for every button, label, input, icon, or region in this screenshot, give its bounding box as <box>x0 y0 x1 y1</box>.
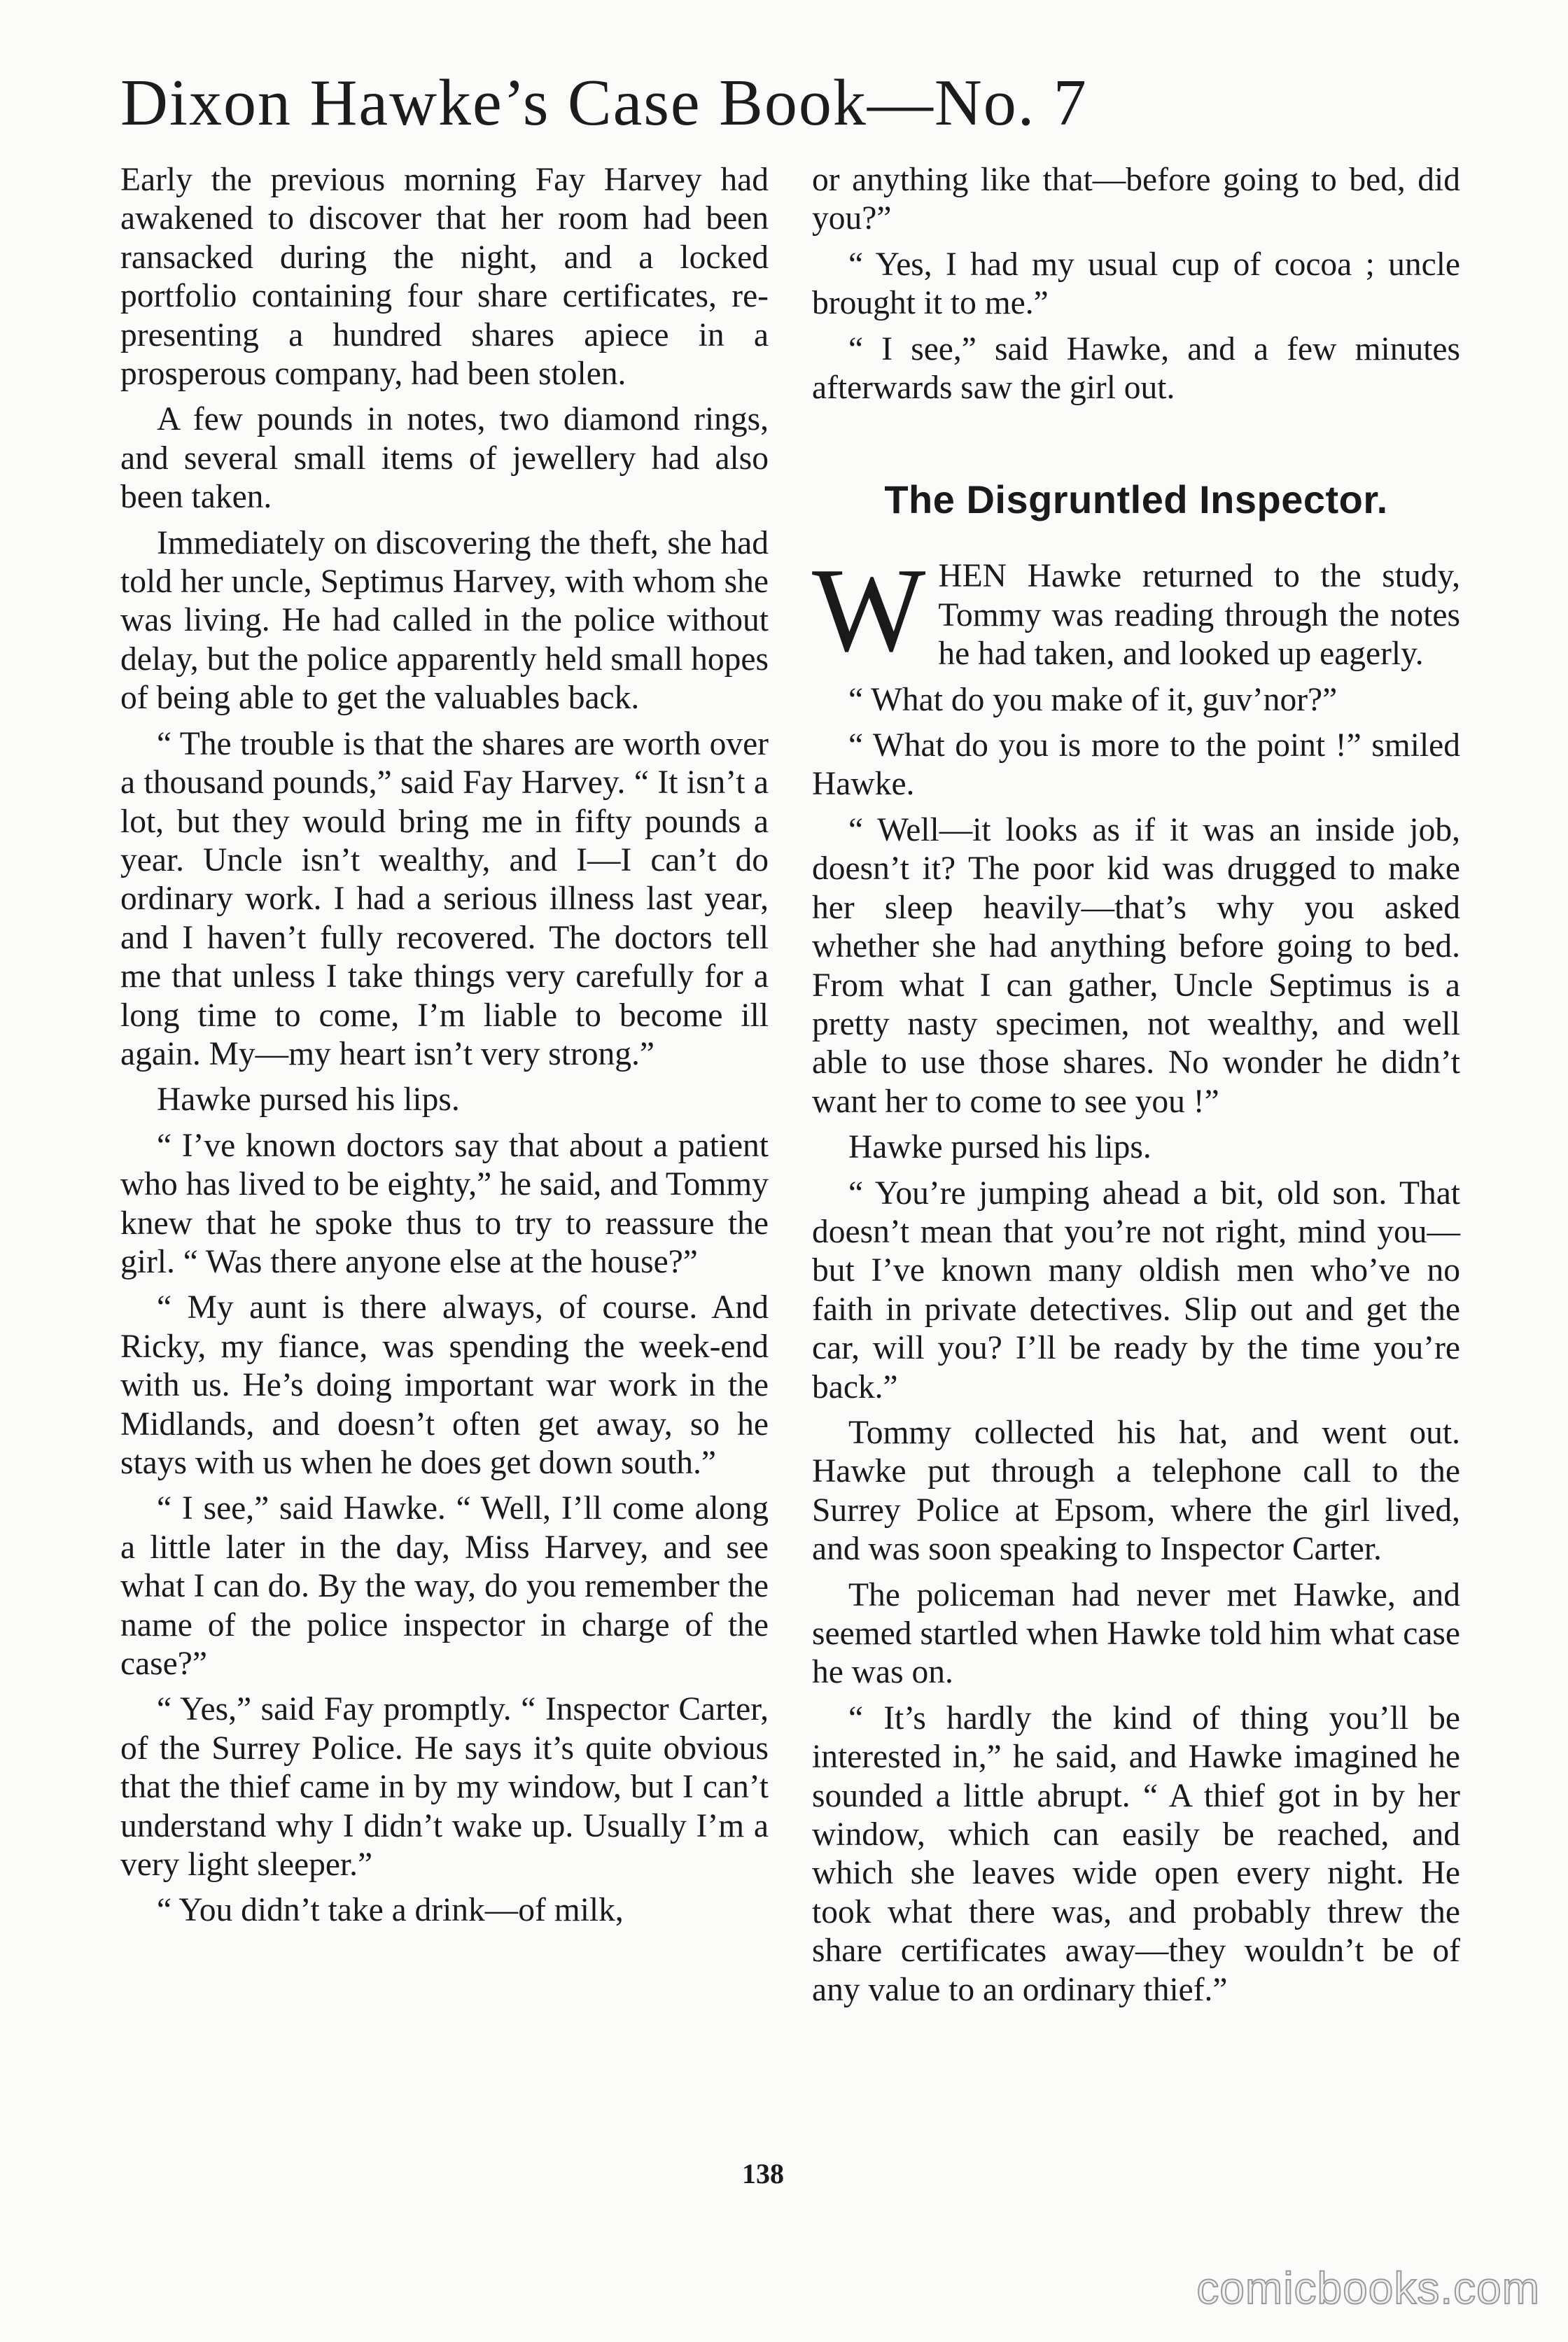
paragraph: Tommy collected his hat, and went out. Hawke put through a telephone call to the Surrey Police at Epsom, where the girl lived, and was soon speaking to Inspector Carter. <box>812 1414 1460 1568</box>
drop-cap: W <box>812 544 926 678</box>
paragraph: “ You didn’t take a drink—of milk, <box>157 1892 624 1929</box>
watermark: comicbooks.com <box>1196 2263 1540 2313</box>
paragraph: “ My aunt is there always, of course. And Ricky, my fiance, was spending the week-end with us. He’s doing important war work in the Midlands, and doesn’t often get away, so he stays with us when he does get down south.” <box>120 1289 769 1481</box>
paragraph: Immediately on discovering the theft, she had told her uncle, Septimus Harvey, with whom she was living. He had called in the police without delay, but the police apparently held small hopes of being able to get the valuables back. <box>120 524 769 717</box>
paragraph: “ Yes,” said Fay promptly. “ Inspector Carter, of the Surrey Police. He says it’s quite obvious that the thief came in by my window, but I can’t understand why I didn’t wake up. Usually I’m a very light sleeper.” <box>120 1691 769 1884</box>
paragraph: “ What do you is more to the point !” smiled Hawke. <box>812 727 1460 803</box>
paragraph: The policeman had never met Hawke, and seemed startled when Hawke told him what case he was on. <box>812 1576 1460 1691</box>
paragraph: “ You’re jumping ahead a bit, old son. That doesn’t mean that you’re not right, mind you—but I’ve known many oldish men who’ve no faith in private detectives. Slip out and get the car, will you? I’ll be ready by the time you’re back.” <box>812 1174 1460 1405</box>
right-column <box>812 161 1460 2017</box>
paragraph: “ What do you make of it, guv’nor?” <box>848 681 1338 718</box>
paragraph: “ It’s hardly the kind of thing you’ll be interested in,” he said, and Hawke imagined he sounded a little abrupt. “ A thief got in by her window, which can easily be reached, and which she leaves wide open every night. He took what there was, and probably threw the share certificates away—they wouldn’t be of any value to an ordinary thief.” <box>812 1699 1460 2008</box>
paragraph: Early the previous morning Fay Harvey had awakened to discover that her room had been ransacked during the night, and a locked portfolio containing four share certificates, representing a hundred shares apiece in a prosperous company, had been stolen. <box>120 162 769 393</box>
dropcap-paragraph <box>812 544 1460 678</box>
paragraph: Hawke pursed his lips. <box>848 1129 1152 1166</box>
paragraph: “ I’ve known doctors say that about a patient who has lived to be eighty,” he said, and Tommy knew that he spoke thus to try to reassure the girl. “ Was there anyone else at the house?” <box>120 1127 769 1280</box>
paragraph: “ The trouble is that the shares are worth over a thousand pounds,” said Fay Harvey. “ It isn’t a lot, but they would bring me in fifty pounds a year. Uncle isn’t wealthy, and I—I can’t do ordinary work. I had a serious illness last year, and I haven’t fully recovered. The doctors tell me that unless I take things very carefully for a long time to come, I’m liable to become ill again. My—my heart isn’t very strong.” <box>120 725 769 1072</box>
page-number: 138 <box>742 2158 784 2189</box>
paragraph: “ I see,” said Hawke. “ Well, I’ll come along a little later in the day, Miss Harvey, and see what I can do. By the way, do you remember the name of the police inspector in charge of the case?” <box>120 1490 769 1683</box>
section-heading: The Disgruntled Inspector. <box>884 477 1388 522</box>
left-column <box>120 161 769 1937</box>
paragraph: Hawke pursed his lips. <box>157 1081 460 1119</box>
paragraph: “ Yes, I had my usual cup of cocoa ; uncle brought it to me.” <box>812 246 1460 322</box>
dropcap-paragraph-text: HEN Hawke returned to the study, Tommy was reading through the notes he had taken, and looked up eagerly. <box>938 558 1460 673</box>
page-title: Dixon Hawke’s Case Book—No. 7 <box>120 66 1088 139</box>
paragraph: “ Well—it looks as if it was an inside job, doesn’t it? The poor kid was drugged to make her sleep heavily—that’s why you asked whether she had anything before going to bed. From what I can gather, Uncle Septimus is a pretty nasty specimen, not wealthy, and well able to use those shares. No wonder he didn’t want her to come to see you !” <box>812 811 1460 1120</box>
paragraph: or anything like that—before going to bed, did you?” <box>812 162 1460 237</box>
paragraph: “ I see,” said Hawke, and a few minutes afterwards saw the girl out. <box>812 330 1460 407</box>
paragraph: A few pounds in notes, two diamond rings, and several small items of jewellery had also been taken. <box>120 401 769 516</box>
